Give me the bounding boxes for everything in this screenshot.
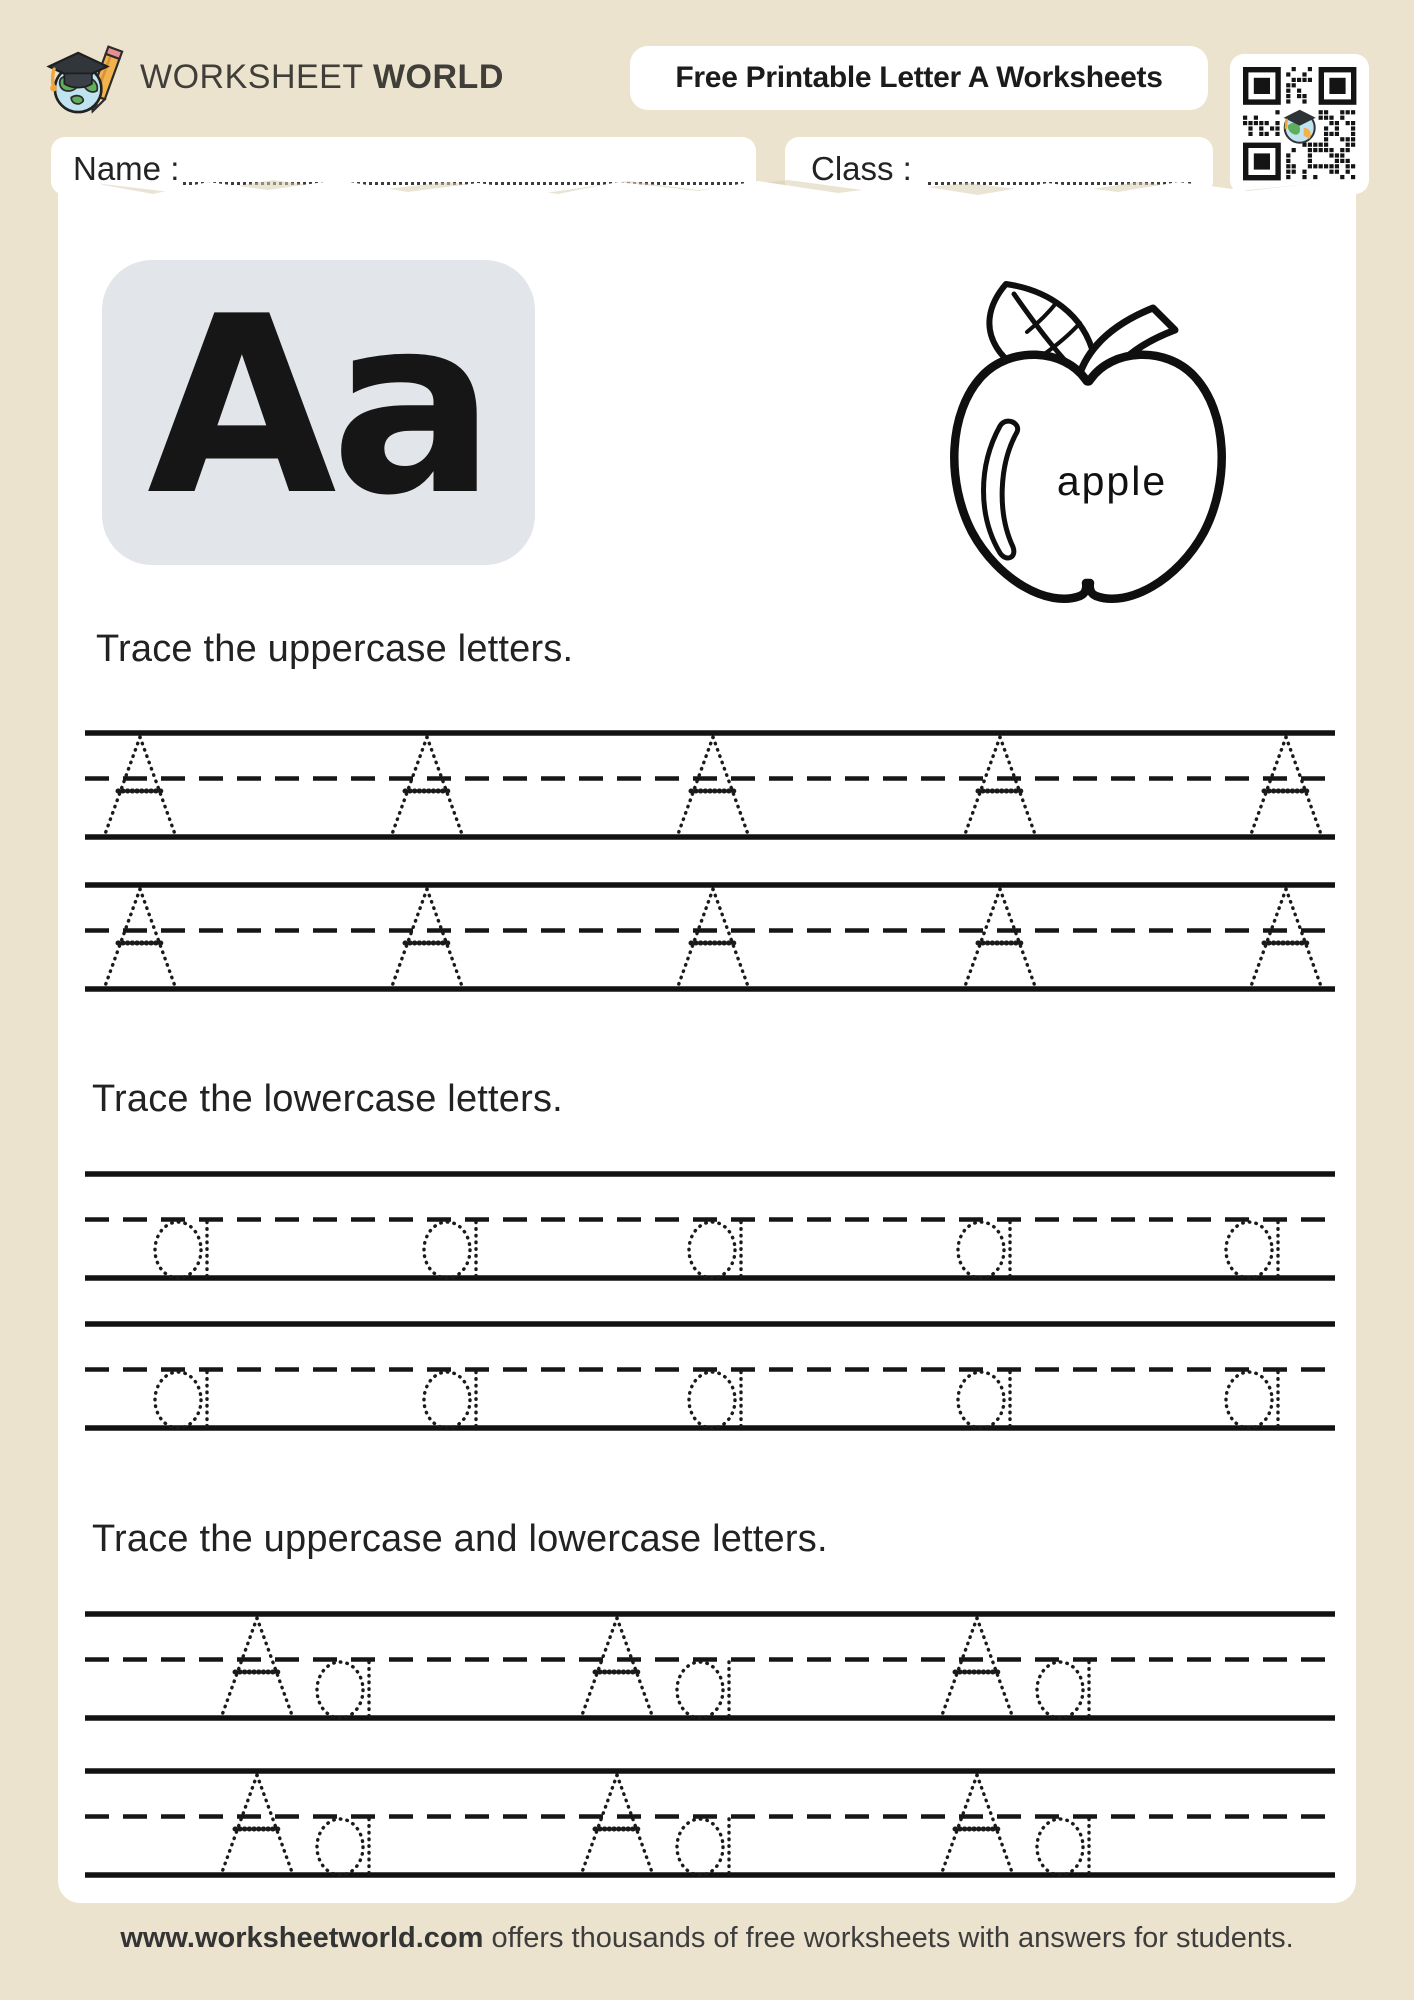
- trace-row-pair-1: [85, 1611, 1335, 1724]
- brand-wordmark: [140, 58, 504, 97]
- section-heading-lowercase: Trace the lowercase letters.: [92, 1078, 563, 1120]
- section-heading-uppercase: Trace the uppercase letters.: [96, 628, 574, 670]
- section-heading-pair: Trace the uppercase and lowercase letters.: [92, 1518, 828, 1560]
- trace-row-lowercase-1: [85, 1171, 1335, 1284]
- class-label: Class :: [811, 150, 912, 187]
- letter-showcase: [102, 260, 535, 565]
- apple-word: apple: [1056, 458, 1168, 504]
- trace-row-uppercase-2: [85, 882, 1335, 995]
- footer-site-link[interactable]: www.worksheetworld.com: [120, 1922, 484, 1954]
- trace-row-uppercase-1: [85, 730, 1335, 843]
- trace-row-lowercase-2: [85, 1321, 1335, 1434]
- worksheet-title-text: Free Printable Letter A Worksheets: [675, 61, 1163, 94]
- letter-showcase-text: Aa: [147, 264, 490, 549]
- brand-text-bold: WORLD: [372, 58, 504, 96]
- worksheet-world-logo: [42, 40, 128, 124]
- footer-text: offers thousands of free worksheets with answers for students.: [483, 1922, 1294, 1954]
- name-label: Name :: [73, 150, 180, 187]
- apple-illustration: [940, 276, 1232, 616]
- worksheet-title: [630, 46, 1208, 110]
- footer-note: [0, 1922, 1414, 1955]
- brand-text-regular: WORKSHEET: [140, 58, 364, 96]
- trace-row-pair-2: [85, 1768, 1335, 1881]
